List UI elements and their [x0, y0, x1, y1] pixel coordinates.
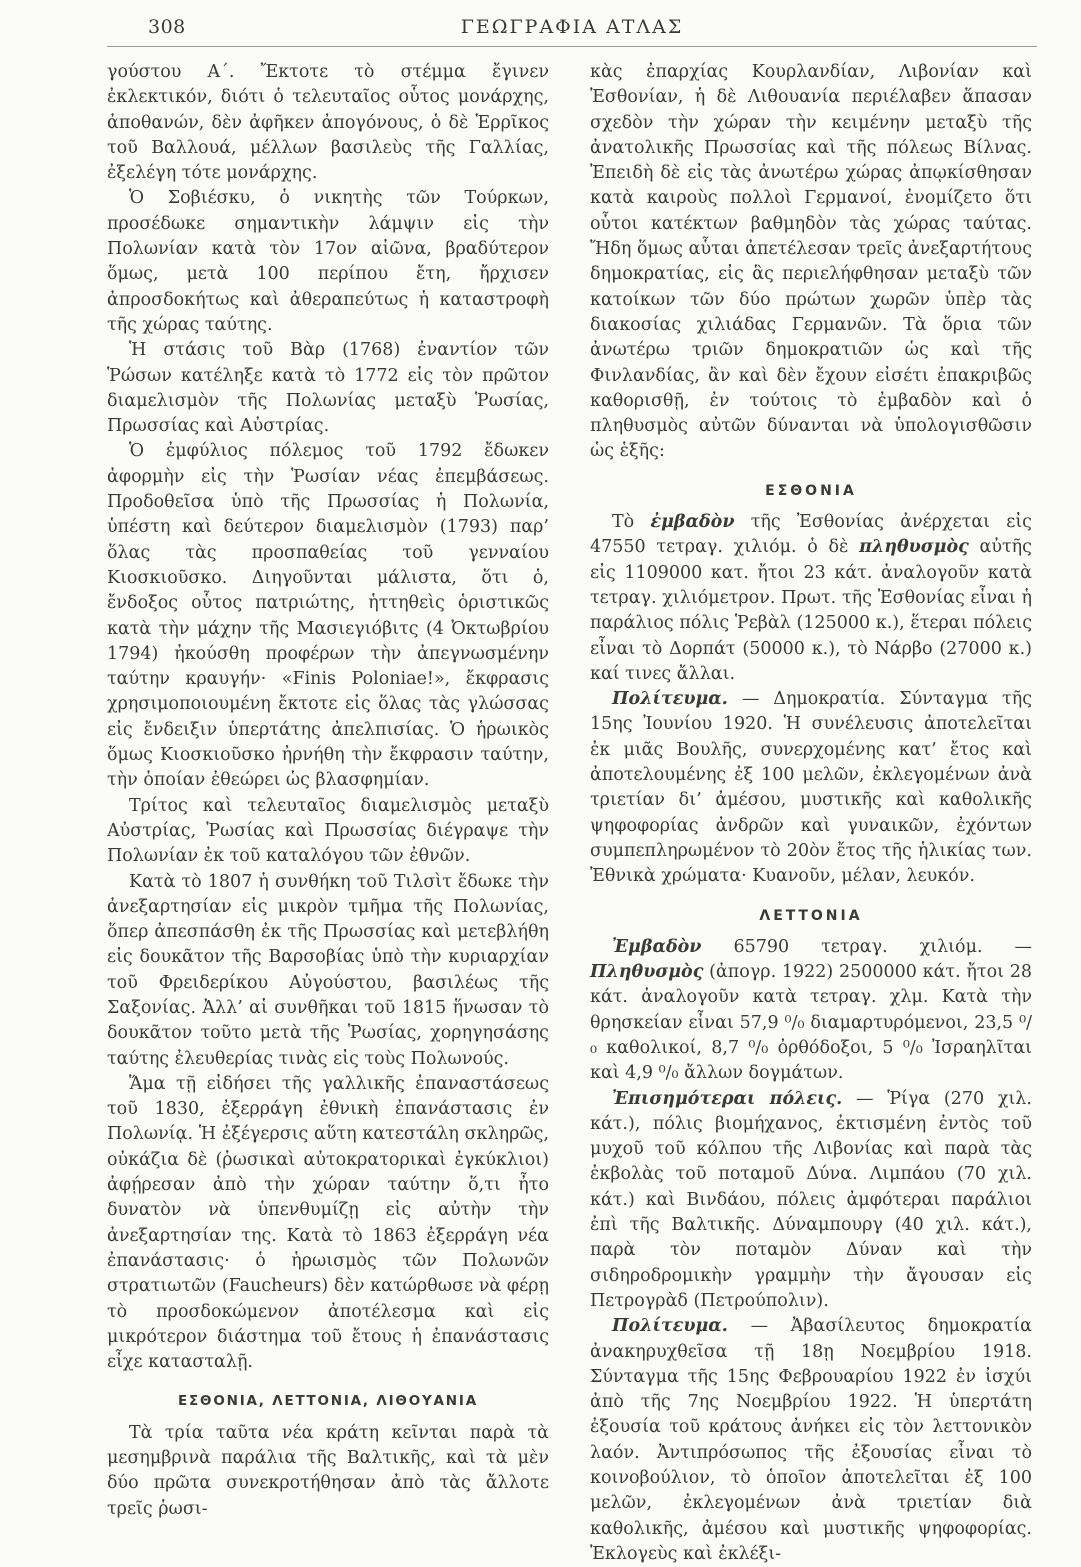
paragraph: Ὁ ἐμφύλιος πόλεμος τοῦ 1792 ἔδωκεν ἀφορμὴν εἰς τὴν Ῥωσίαν νέας ἐπεμβάσεως. Προδοθεῖσα ὑπὸ τῆς Πρωσσίας ἡ Πολωνία, ὑπέστη καὶ δεύτερον διαμελισμὸν (1793) παρ’ ὅλας τὰς προσπαθείας τοῦ γενναίου Κιοσκιοῦσκο. Διηγοῦνται μάλιστα, ὅτι ὁ, ἔνδοξος οὗτος πατριώτης, ἡττηθεὶς ὁριστικῶς κατὰ τὴν μάχην τῆς Μασιεγιόβιτς (4 Ὀκτωβρίου 1794) ἠκούσθη προφέρων τὴν ἀπεγνωσμένην ταύτην κραυγήν· «Finis Poloniae!», ἔκφρασις χρησιμοποιουμένη ἔκτοτε εἰς ὅλας τὰς γλώσσας εἰς ἔνδειξιν ὑπερτάτης ἀπελπισίας. Ὁ ἡρωικὸς ὅμως Κιοσκιοῦσκο ἠρνήθη τὴν ἔκφρασιν ταύτην, τὴν ὁποίαν ἐθεώρει ὡς βλασφημίαν. [107, 441, 549, 791]
paragraph: Ἅμα τῇ εἰδήσει τῆς γαλλικῆς ἐπαναστάσεως τοῦ 1830, ἐξερράγη ἐθνικὴ ἐπανάστασις ἐν Πολωνίᾳ. Ἡ ἐξέγερσις αὕτη κατεστάλη σκληρῶς, οὐκάζια δὲ (ῥωσικαὶ αὐτοκρατορικαὶ ἐγκύκλιοι) ἀφῄρεσαν ἀπὸ τὴν χώραν ταύτην ὅ,τι ἦτο δυνατὸν νὰ ὑπενθυμίζῃ εἰς αὐτὴν τὴν ἀνεξαρτησίαν της. Κατὰ τὸ 1863 ἐξερράγη νέα ἐπανάστασις· ὁ ἡρωισμὸς τῶν Πολωνῶν στρατιωτῶν (Faucheurs) δὲν κατώρθωσε νὰ φέρῃ τὸ προσδοκώμενον ἀποτέλεσμα καὶ εἰς μικρότερον διάστημα τοῦ ἔτους ἡ ἐπανάστασις εἶχε κατασταλῇ. [107, 1073, 549, 1373]
section-heading-estonia: ΕΣΘΟΝΙΑ [765, 482, 857, 499]
term-area: Ἐμβαδὸν [612, 936, 702, 957]
running-title: ΓΕΩΓΡΑΦΙΑ ΑΤΛΑΣ [460, 16, 684, 38]
page-header [107, 10, 1037, 47]
run-in-heading: Ἐπισημότεραι πόλεις. [612, 1088, 843, 1109]
right-column [590, 60, 1032, 1567]
text-run: — Ἀβασίλευτος δημοκρατία ἀνακηρυχθεῖσα τῇ 18ῃ Νοεμβρίου 1918. Σύνταγμα τῆς 15ης Φεβρουαρίου 1922 ἐν ἰσχύι ἀπὸ τῆς 7ης Νοεμβρίου 1922. Ἡ ὑπερτάτη ἐξουσία τοῦ κράτους ἀνήκει εἰς τὸν λεττονικὸν λαόν. Ἀντιπρόσωπος τῆς ἐξουσίας εἶναι τὸ κοινοβούλιον, τὸ ὁποῖον ἀποτελεῖται ἐξ 100 μελῶν, ἐκλεγομένων ἀνὰ τριετίαν διὰ καθολικῆς, ἀμέσου καὶ μυστικῆς ψηφοφορίας. Ἐκλογεὺς καὶ ἐκλέξι- [590, 1316, 1032, 1564]
text-run: 65790 τετραγ. χιλιόμ. — [733, 936, 1032, 957]
term-population: Πληθυσμὸς [590, 962, 704, 983]
text-run: — Ῥίγα (270 χιλ. κάτ.), πόλις βιομήχανος, ἐκτισμένη ἐντὸς τοῦ μυχοῦ τοῦ κόλπου τῆς Λιβονίας καὶ παρὰ τὰς ἐκβολὰς τοῦ ποταμοῦ Δύνα. Λιμπάου (70 χιλ. κάτ.) καὶ Βινδάου, πόλεις ἀμφότεραι παράλιοι ἐπὶ τῆς Βαλτικῆς. Δύναμπουργ (40 χιλ. κάτ.), παρὰ τὸν ποταμὸν Δύναν καὶ τὴν σιδηροδρομικὴν γραμμὴν τὴν ἄγουσαν εἰς Πετρογρὰδ (Πετρούπολιν). [590, 1088, 1032, 1311]
run-in-heading: Πολίτευμα. [612, 689, 728, 710]
latvia-area-paragraph [590, 935, 1032, 1087]
text-run: Τὸ [612, 512, 635, 533]
paragraph: Τρίτος καὶ τελευταῖος διαμελισμὸς μεταξὺ Αὐστρίας, Ῥωσίας καὶ Πρωσσίας διέγραψε τὴν Πολωνίαν ἐκ τοῦ καταλόγου τῶν ἐθνῶν. [107, 795, 549, 867]
paragraph: Ἡ στάσις τοῦ Βὰρ (1768) ἐναντίον τῶν Ῥώσων κατέληξε κατὰ τὸ 1772 εἰς τὸν πρῶτον διαμελισμὸν τῆς Πολωνίας μεταξὺ Ῥωσίας, Πρωσσίας καὶ Αὐστρίας. [107, 340, 549, 437]
term-population: πληθυσμὸς [859, 537, 969, 558]
paragraph: Κατὰ τὸ 1807 ἡ συνθήκη τοῦ Τιλσὶτ ἔδωκε τὴν ἀνεξαρτησίαν εἰς μικρὸν τμῆμα τῆς Πολωνίας, ὅπερ ἀπεσπάσθη ἐκ τῆς Πρωσσίας καὶ μετεβλήθη εἰς δουκᾶτον τῆς Βαρσοβίας ὑπὸ τὴν κυριαρχίαν τοῦ Φρειδερίκου Αὐγούστου, βασιλέως τῆς Σαξονίας. Ἀλλ’ αἱ συνθῆκαι τοῦ 1815 ἥνωσαν τὸ δουκᾶτον τοῦτο μετὰ τῆς Ῥωσίας, χορηγησάσης ταύτης ἐλευθερίας τινὰς εἰς τοὺς Πολωνούς. [107, 871, 549, 1069]
text-run: τῆς Ἐσθονίας ἀνέρχεται εἰς 47550 τετραγ. χιλιόμ. ὁ δὲ [590, 512, 1032, 558]
text-run: αὐτῆς εἰς 1109000 κατ. ἤτοι 23 κάτ. ἀναλογοῦν κατὰ τετραγ. χιλιόμετρον. Πρωτ. τῆς Ἐσθονίας εἶναι ἡ παράλιος πόλις Ῥεβὰλ (125000 κ.), ἕτεραι πόλεις εἶναι τὸ Δορπάτ (50000 κ.), τὸ Νάρβο (27000 κ.) καί τινες ἄλλαι. [590, 537, 1032, 684]
text-run: — Δημοκρατία. Σύνταγμα τῆς 15ης Ἰουνίου 1920. Ἡ συνέλευσις ἀποτελεῖται ἐκ μιᾶς Βουλῆς, συνερχομένης κατ’ ἔτος καὶ ἀποτελουμένης ἐξ 100 μελῶν, ἐκλεγομένων ἀνὰ τριετίαν δι’ ἀμέσου, μυστικῆς καὶ καθολικῆς ψηφοφορίας ἀνδρῶν καὶ γυναικῶν, ἐχόντων συμπεπληρωμένον τὸ 20ὸν ἔτος τῆς ἡλικίας των. Ἐθνικὰ χρώματα· Κυανοῦν, μέλαν, λευκόν. [590, 689, 1032, 887]
term-area: ἐμβαδὸν [650, 512, 735, 533]
estonia-polity-paragraph [590, 687, 1032, 889]
paragraph: γούστου Α΄. Ἔκτοτε τὸ στέμμα ἔγινεν ἐκλεκτικόν, διότι ὁ τελευταῖος οὗτος μονάρχης, ἀποθανών, δὲν ἀφῆκεν ἀπογόνους, ὁ δὲ Ἑρρῖκος τοῦ Βαλλουά, μέλλων βασιλεὺς τῆς Γαλλίας, ἐξελέγη τότε μονάρχης. [107, 62, 549, 184]
section-heading-latvia: ΛΕΤΤΟΝΙΑ [759, 907, 863, 924]
paragraph: Τὰ τρία ταῦτα νέα κράτη κεῖνται παρὰ τὰ μεσημβρινὰ παράλια τῆς Βαλτικῆς, καὶ τὰ μὲν δύο πρῶτα συνεκροτήθησαν ἀπὸ τὰς ἄλλοτε τρεῖς ῥωσι- [107, 1422, 549, 1519]
run-in-heading: Πολίτευμα. [612, 1316, 728, 1337]
latvia-cities-paragraph [590, 1087, 1032, 1315]
text-run: (ἀπογρ. 1922) 2500000 κάτ. ἤτοι 28 κάτ. ἀναλογοῦν κατὰ τετραγ. χλμ. Κατὰ τὴν θρησκείαν εἶναι 57,9 ⁰/₀ διαμαρτυρόμενοι, 23,5 ⁰/₀ καθολικοί, 8,7 ⁰/₀ ὀρθόδοξοι, 5 ⁰/₀ Ἰσραηλῖται καὶ 4,9 ⁰/₀ ἄλλων δογμάτων. [590, 962, 1032, 1084]
section-heading: ΕΣΘΟΝΙΑ, ΛΕΤΤΟΝΙΑ, ΛΙΘΟΥΑΝΙΑ [178, 1393, 478, 1410]
paragraph: κὰς ἐπαρχίας Κουρλανδίαν, Λιβονίαν καὶ Ἐσθονίαν, ἡ δὲ Λιθουανία περιέλαβεν ἅπασαν σχεδὸν τὴν χώραν τὴν κειμένην μεταξὺ τῆς ἀνατολικῆς Πρωσσίας καὶ τῆς πόλεως Βίλνας. Ἐπειδὴ δὲ εἰς τὰς ἀνωτέρω χώρας ἀπῳκίσθησαν κατὰ καιροὺς πολλοὶ Γερμανοί, ἐνομίζετο ὅτι οὗτοι κατέκτων βαθμηδὸν τὰς χώρας ταύτας. Ἤδη ὅμως αὗται ἀπετέλεσαν τρεῖς ἀνεξαρτήτους δημοκρατίας, εἰς ἃς περιελήφθησαν μεταξὺ τῶν κατοίκων τῶν δύο πρώτων χωρῶν ὑπὲρ τὰς διακοσίας χιλιάδας Γερμανῶν. Τὰ ὅρια τῶν ἀνωτέρω τριῶν δημοκρατιῶν ὡς καὶ τῆς Φινλανδίας, ἂν καὶ δὲν ἔχουν εἰσέτι ἐπακριβῶς καθορισθῇ, ἐν τούτοις τὸ ἐμβαδὸν καὶ ὁ πληθυσμὸς αὐτῶν δύνανται νὰ ὑπολογισθῶσιν ὡς ἑξῆς: [590, 62, 1032, 462]
left-column [107, 60, 549, 1522]
paragraph: Ὁ Σοβιέσκυ, ὁ νικητὴς τῶν Τούρκων, προσέδωκε σημαντικὴν λάμψιν εἰς τὴν Πολωνίαν κατὰ τὸν 17ον αἰῶνα, βραδύτερον ὅμως, μετὰ 100 περίπου ἔτη, ἤρχισεν ἀπροσδοκήτως καὶ ἀθεραπεύτως ἡ καταστροφὴ τῆς χώρας ταύτης. [107, 188, 549, 335]
page-number: 308 [148, 16, 186, 38]
latvia-polity-paragraph [590, 1314, 1032, 1567]
estonia-area-paragraph [590, 510, 1032, 687]
